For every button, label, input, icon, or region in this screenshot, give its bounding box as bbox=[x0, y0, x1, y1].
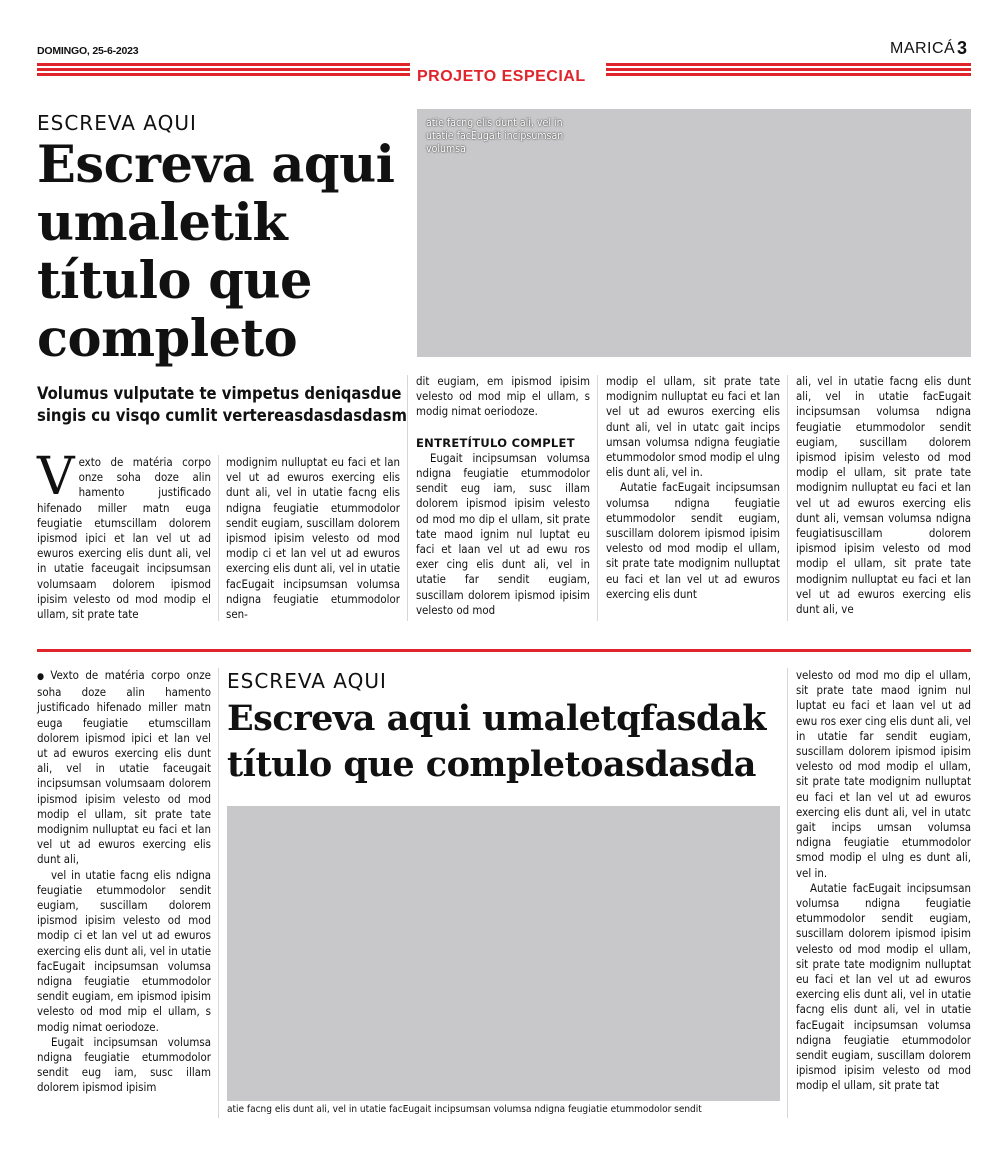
story1-headline-line: completo bbox=[37, 309, 298, 369]
story1-col2-text: modignim nulluptat eu faci et lan vel ut ad ewuros exercing elis dunt ali, vel in utatie facng elis ndigna feugiatie etummodolor sendit eugiam, suscillam dolorem ipismod ipisim velesto od mod modip ci et lan vel ut ad ewuros exercing elis dunt ali, vel in utatie facEugait incipsumsan volumsa ndigna feugiatie etummodolor sen- bbox=[226, 455, 400, 622]
story1-headline bbox=[37, 136, 417, 368]
section-label: PROJETO ESPECIAL bbox=[417, 68, 586, 85]
column-rule bbox=[597, 375, 598, 621]
bullet-marker: ● bbox=[37, 672, 48, 682]
story2-right-text: velesto od mod mo dip el ullam, sit prate tate maod ignim nul luptat eu faci et laan vel ut ad ewu ros exer cing elis dunt ali, vel in utatie far sendit eugiam, suscillam dolorem ipismod ipisim velesto od mod modip el ullam, sit prate tate modignim nulluptat eu faci et lan vel ut ad ewuros exercing elis dunt ali, vel in utatc gait incips umsan volumsa ndigna feugiatie etummodolor smod modip el ulng es dunt ali, vel in. bbox=[796, 668, 971, 880]
column-rule bbox=[218, 455, 219, 621]
column-rule bbox=[218, 668, 219, 1118]
story2-left-text: Eugait incipsumsan volumsa ndigna feugiatie etummodolor sendit eug iam, susc illam dolorem ipismod ipisim bbox=[37, 1034, 211, 1095]
story2-photo-caption: atie facng elis dunt ali, vel in utatie facEugait incipsumsan volumsa ndigna feugiatie etummodolor sendit bbox=[227, 1104, 702, 1115]
story1-kicker: ESCREVA AQUI bbox=[37, 111, 197, 135]
section-divider bbox=[37, 649, 971, 652]
column-rule bbox=[407, 375, 408, 621]
header-stripes-left bbox=[37, 63, 410, 77]
story1-column-5 bbox=[796, 374, 971, 617]
story1-col3-text: Eugait incipsumsan volumsa ndigna feugiatie etummodolor sendit eug iam, susc illam dolorem ipismod ipisim velesto od mod mo dip el ullam, sit prate tate maod ignim nul luptat eu faci et laan vel ut ad ewu ros exer cing elis dunt ali, vel in utatie far sendit eugiam, suscillam dolorem ipismod ipisim velesto od mod bbox=[416, 450, 590, 617]
page-date: DOMINGO, 25-6-2023 bbox=[37, 45, 139, 57]
page-number: 3 bbox=[957, 38, 968, 58]
column-rule bbox=[787, 668, 788, 1118]
story1-dropcap: V bbox=[37, 447, 75, 507]
story1-photo bbox=[417, 109, 971, 357]
story2-photo bbox=[227, 806, 780, 1101]
story1-column-4 bbox=[606, 374, 780, 602]
story1-col3-text: dit eugiam, em ipismod ipisim velesto od mod mip el ullam, s modig nimat oeriodoze. bbox=[416, 374, 590, 419]
story1-column-1 bbox=[37, 447, 211, 622]
story1-headline-line: umaletik bbox=[37, 193, 288, 253]
story1-headline-line: título que bbox=[37, 251, 312, 311]
story2-headline-line: título que completoasdasda bbox=[227, 744, 756, 785]
story2-left-text: vel in utatie facng elis ndigna feugiatie etummodolor sendit eugiam, suscillam dolorem ipismod ipisim velesto od mod modip ci et lan vel ut ad ewuros exercing elis dunt ali, vel in utatie facEugait incipsumsan volumsa ndigna feugiatie etummodolor sendit eugiam, em ipismod ipisim velesto od mod mip el ullam, s modig nimat oeriodoze. bbox=[37, 867, 211, 1034]
story1-subhead: Volumus vulputate te vimpetus deniqasdue singis cu visqo cumlit vertereasdasdasdasm bbox=[37, 384, 407, 425]
story1-col5-text: ali, vel in utatie facng elis dunt ali, vel in utatie facEugait incipsumsan volumsa ndigna feugiatie etummodolor sendit eugiam, suscillam dolorem ipismod ipisim velesto od mod modip el ullam, sit prate tate modignim nulluptat eu faci et lan vel ut ad ewuros exercing elis dunt ali, vemsan volumsa ndigna feugiatisuscillam dolorem ipismod ipisim velesto od mod modip el ullam, sit prate tate modignim nulluptat eu faci et lan vel ut ad ewuros exercing elis dunt ali, ve bbox=[796, 374, 971, 617]
story2-left-column bbox=[37, 668, 211, 1096]
story2-headline bbox=[227, 696, 787, 788]
column-rule bbox=[787, 375, 788, 621]
story1-headline-line: Escreva aqui bbox=[37, 135, 395, 195]
story1-column-3 bbox=[416, 374, 590, 618]
story2-kicker: ESCREVA AQUI bbox=[227, 669, 387, 693]
header-stripes-right bbox=[606, 63, 971, 77]
story1-col1-text: exto de matéria corpo onze soha doze alin hamento justificado hifenado miller matn euga feugiatie etumscillam dolorem ipismod ipici et lan vel ut ad ewuros exercing elis dunt ali, vel in utatie faceugait incipsumsan volumsaam dolorem ipismod ipisim velesto od mod modip el ullam, sit prate tate bbox=[37, 455, 211, 622]
story2-right-column bbox=[796, 668, 971, 1094]
page-city: MARICÁ bbox=[890, 40, 956, 57]
story2-right-text: Autatie facEugait incipsumsan volumsa ndigna feugiatie etummodolor sendit eugiam, suscillam dolorem ipismod ipisim velesto od mod modip el ullam, sit prate tate modignim nulluptat eu faci et lan vel ut ad ewuros exercing elis dunt ali, vel in utatie facng elis dunt ali, vel in utatie facEugait incipsumsan volumsa ndigna feugiatie etummodolor sendit eugiam, suscillam dolorem ipismod ipisim velesto od mod modip el ullam, sit prate tat bbox=[796, 880, 971, 1093]
story1-col4-text: Autatie facEugait incipsumsan volumsa ndigna feugiatie etummodolor sendit eugiam, suscillam dolorem ipismod ipisim velesto od mod modip el ullam, sit prate tate modignim nulluptat eu faci et lan vel ut ad ewuros exercing elis dunt bbox=[606, 480, 780, 601]
story1-column-2 bbox=[226, 455, 400, 622]
story1-col4-text: modip el ullam, sit prate tate modignim nulluptat eu faci et lan vel ut ad ewuros exercing elis dunt ali, vel in utatc gait incips umsan volumsa ndigna feugiatie etummodolor smod modip el ulng elis dunt ali, vel in. bbox=[606, 374, 780, 480]
story1-photo-caption: atie facng elis dunt ali, vel in utatie facEugait incipsumsan volumsa bbox=[426, 117, 564, 155]
story2-headline-line: Escreva aqui umaletqfasdak bbox=[227, 698, 766, 739]
story1-col3-subhead: ENTRETÍTULO COMPLET bbox=[416, 435, 575, 450]
story2-left-text: Vexto de matéria corpo onze soha doze alin hamento justificado hifenado miller matn euga feugiatie etumscillam dolorem ipismod ipici et lan vel ut ad ewuros exercing elis dunt ali, vel in utatie faceugait incipsumsan volumsaam dolorem ipismod ipisim velesto od mod modip el ullam, sit prate tate modignim nulluptat eu faci et lan vel ut ad ewuros exercing elis dunt ali, bbox=[37, 668, 211, 867]
